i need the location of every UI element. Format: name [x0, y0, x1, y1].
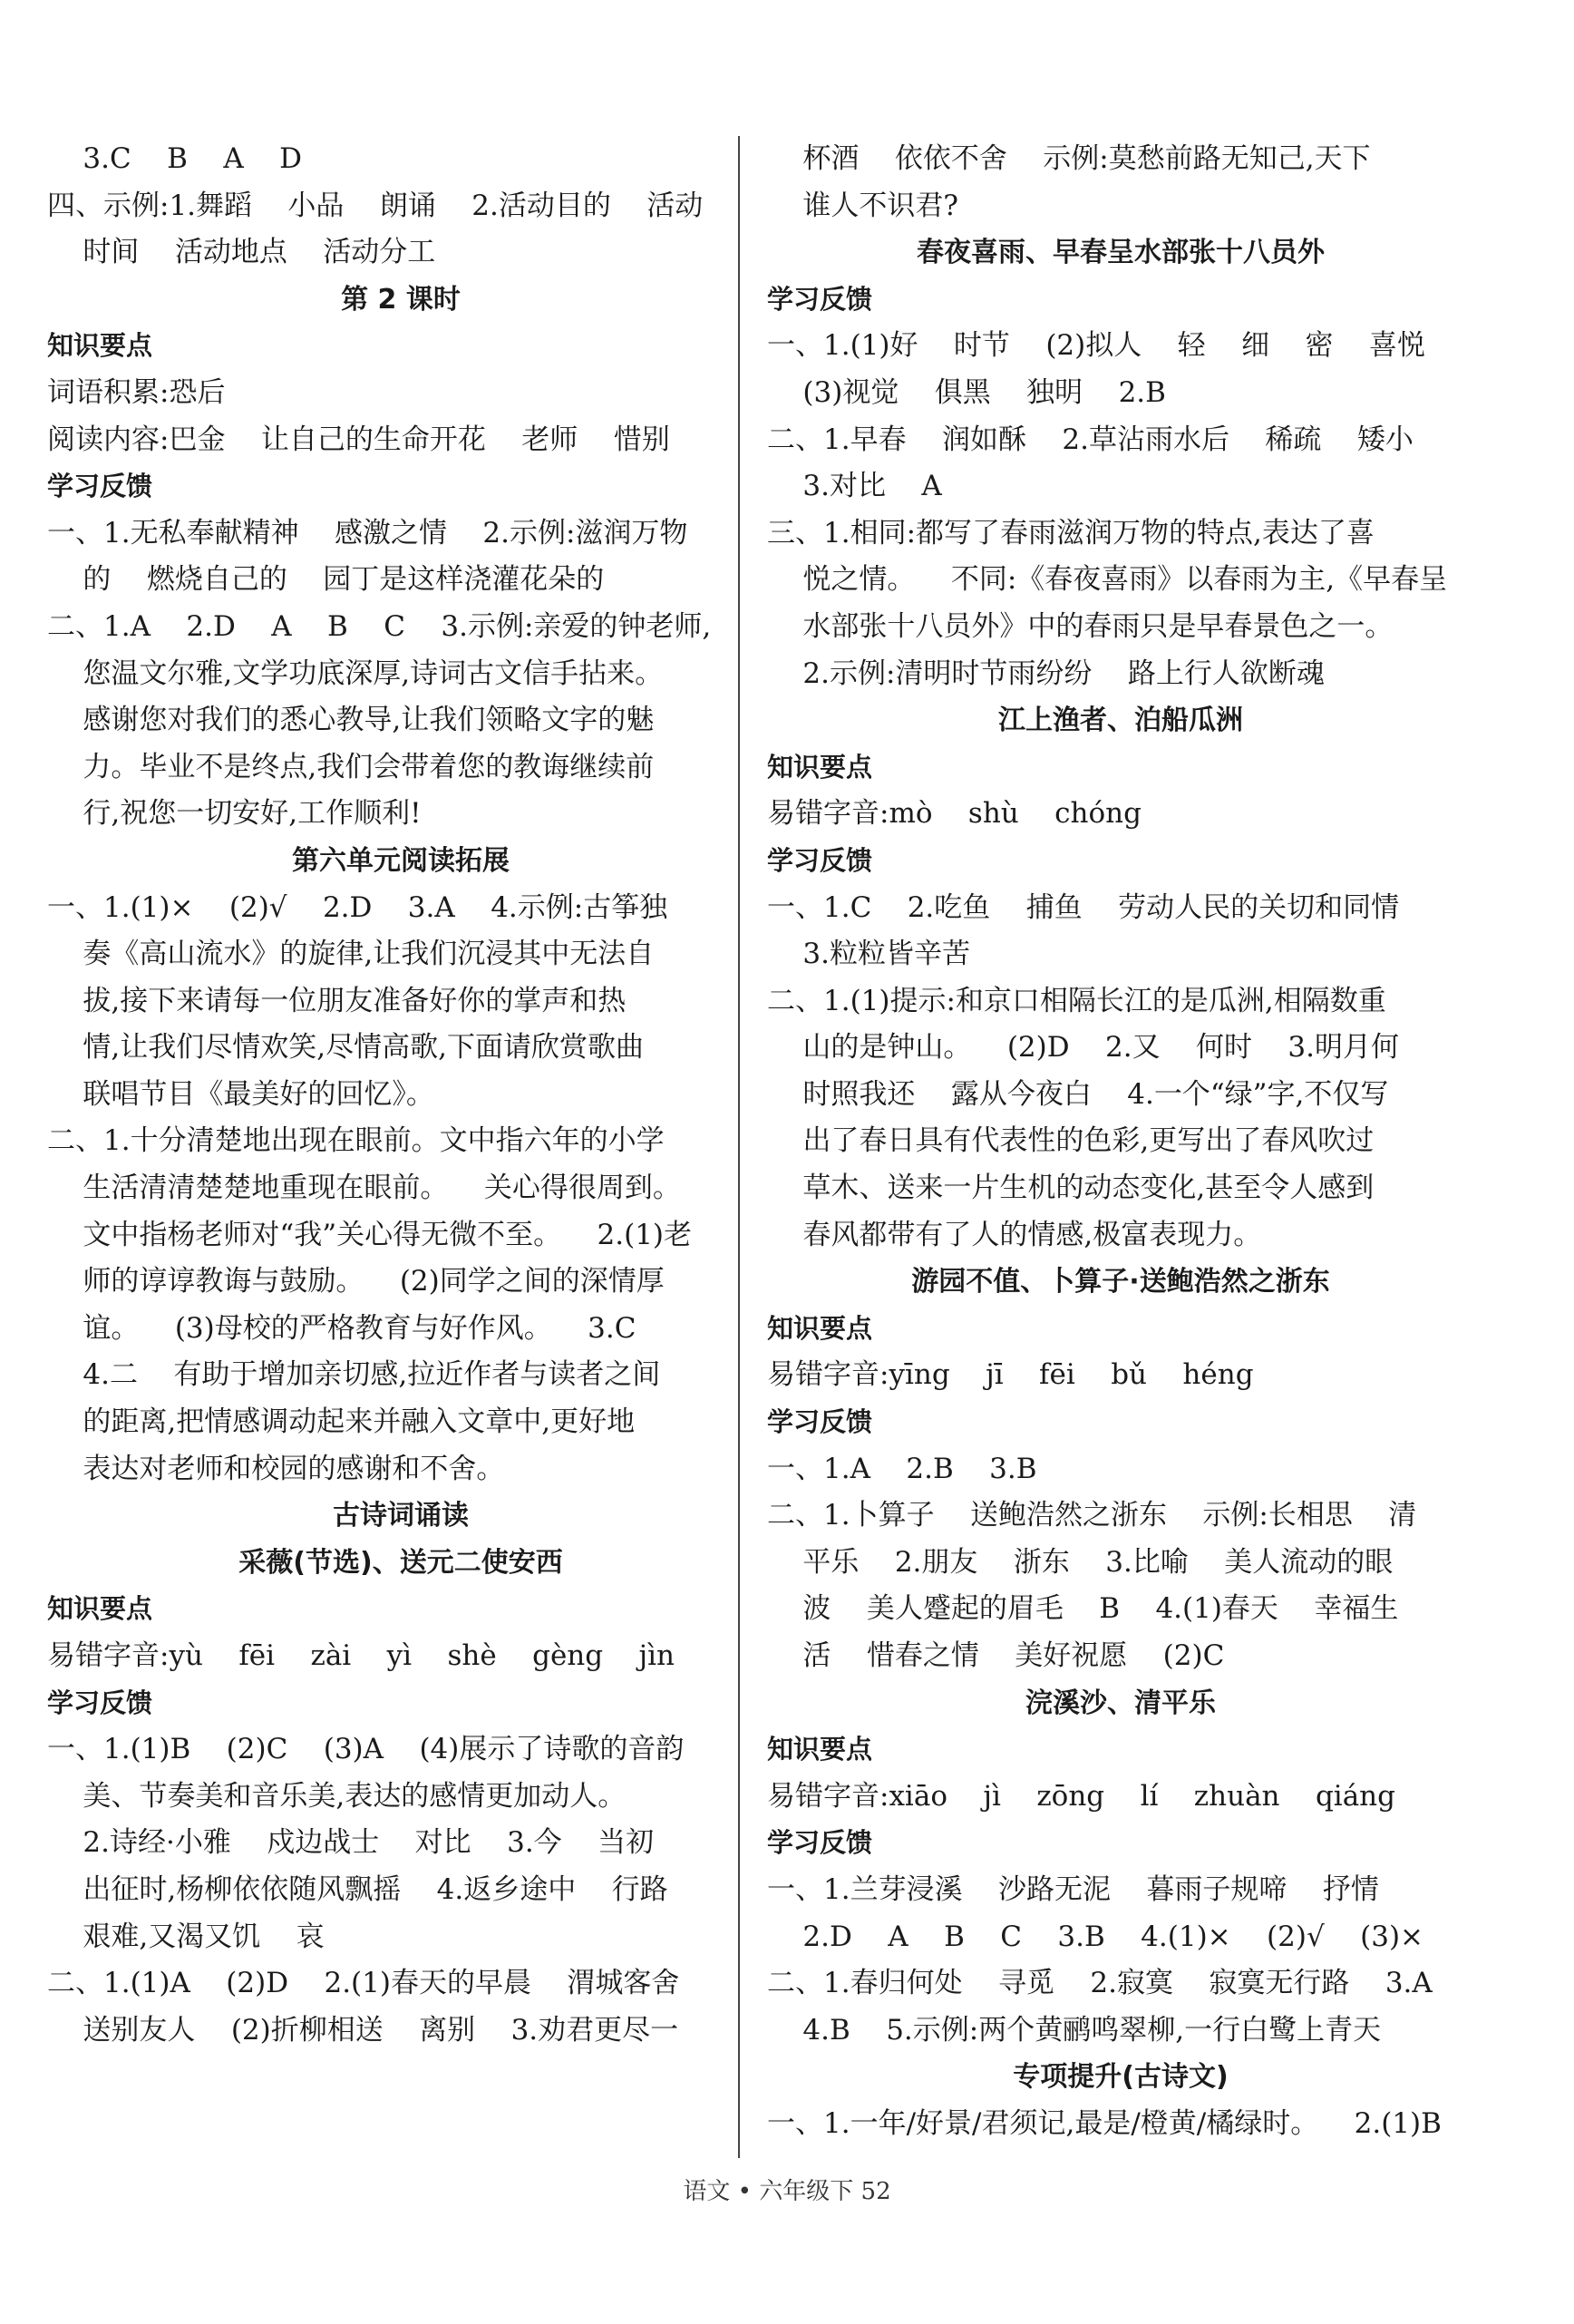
left-text-line: 易错字音:yù fēi zài yì shè gèng jìn	[47, 1639, 675, 1672]
right-text-line: 二、1.卜算子 送鲍浩然之浙东 示例:长相思 清	[767, 1499, 1417, 1532]
left-text-line: 2.诗经·小雅 戍边战士 对比 3.今 当初	[47, 1826, 655, 1860]
right-text-line: 平乐 2.朋友 浙东 3.比喻 美人流动的眼	[767, 1545, 1394, 1579]
right-text-line: 4.B 5.示例:两个黄鹂鸣翠柳,一行白鹭上青天	[767, 2013, 1382, 2047]
right-text-line: 春风都带有了人的情感,极富表现力。	[767, 1218, 1262, 1251]
left-column	[47, 136, 754, 2054]
right-text-line: 杯酒 依依不舍 示例:莫愁前路无知己,天下	[767, 142, 1371, 175]
left-text-line: 情,让我们尽情欢笑,尽情高歌,下面请欣赏歌曲	[47, 1031, 644, 1065]
left-text-line: 拔,接下来请每一位朋友准备好你的掌声和热	[47, 984, 627, 1017]
right-subheading: 知识要点	[767, 1312, 873, 1344]
left-text-line: 行,祝您一切安好,工作顺利!	[47, 797, 422, 831]
left-text-line: 联唱节目《最美好的回忆》。	[47, 1077, 434, 1111]
left-section-title: 第六单元阅读拓展	[292, 844, 510, 877]
right-subheading: 知识要点	[767, 1734, 873, 1765]
left-text-line: 感谢您对我们的悉心教导,让我们领略文字的魅	[47, 704, 655, 737]
right-section-title: 浣溪沙、清平乐	[1025, 1687, 1216, 1719]
right-column	[767, 136, 1474, 2148]
left-text-line: 师的谆谆教诲与鼓励。 (2)同学之间的深情厚	[47, 1265, 665, 1298]
left-text-line: 力。毕业不是终点,我们会带着您的教诲继续前	[47, 750, 655, 783]
left-text-line: 出征时,杨柳依依随风飘摇 4.返乡途中 行路	[47, 1872, 668, 1906]
left-subheading: 学习反馈	[47, 471, 153, 502]
left-text-line: 的距离,把情感调动起来并融入文章中,更好地	[47, 1405, 636, 1439]
left-section-title: 古诗词诵读	[333, 1500, 469, 1532]
right-section-title: 专项提升(古诗文)	[1013, 2061, 1229, 2094]
right-text-line: 2.D A B C 3.B 4.(1)× (2)√ (3)×	[767, 1920, 1424, 1953]
right-text-line: 一、1.兰芽浸溪 沙路无泥 暮雨子规啼 抒情	[767, 1872, 1379, 1906]
left-subheading: 知识要点	[47, 1593, 153, 1625]
right-text-line: 易错字音:xiāo jì zōng lí zhuàn qiáng	[767, 1779, 1395, 1813]
left-text-line: 文中指杨老师对“我”关心得无微不至。 2.(1)老	[47, 1218, 693, 1251]
right-section-title: 江上渔者、泊船瓜洲	[998, 705, 1243, 737]
right-text-line: 一、1.A 2.B 3.B	[767, 1452, 1037, 1485]
left-text-line: 奏《高山流水》的旋律,让我们沉浸其中无法自	[47, 938, 655, 971]
left-text-line: 四、示例:1.舞蹈 小品 朗诵 2.活动目的 活动	[47, 189, 704, 222]
left-text-line: 阅读内容:巴金 让自己的生命开花 老师 惜别	[47, 423, 670, 456]
right-text-line: 出了春日具有代表性的色彩,更写出了春风吹过	[767, 1124, 1375, 1158]
right-subheading: 知识要点	[767, 751, 873, 783]
right-text-line: 一、1.C 2.吃鱼 捕鱼 劳动人民的关切和同情	[767, 890, 1400, 924]
right-text-line: 3.对比 A	[767, 470, 942, 503]
left-text-line: 二、1.A 2.D A B C 3.示例:亲爱的钟老师,	[47, 609, 712, 643]
left-subheading: 知识要点	[47, 330, 153, 362]
left-subheading: 学习反馈	[47, 1687, 153, 1718]
left-text-line: 谊。 (3)母校的严格教育与好作风。 3.C	[47, 1311, 636, 1345]
left-text-line: 一、1.(1)× (2)√ 2.D 3.A 4.示例:古筝独	[47, 890, 668, 924]
right-text-line: 水部张十八员外》中的春雨只是早春景色之一。	[767, 609, 1394, 643]
right-text-line: 二、1.早春 润如酥 2.草沾雨水后 稀疏 矮小	[767, 423, 1414, 456]
right-section-title: 春夜喜雨、早春呈水部张十八员外	[917, 237, 1325, 269]
right-text-line: 谁人不识君?	[767, 189, 959, 222]
right-text-line: 二、1.(1)提示:和京口相隔长江的是瓜洲,相隔数重	[767, 984, 1386, 1017]
right-text-line: 山的是钟山。 (2)D 2.又 何时 3.明月何	[767, 1031, 1399, 1065]
left-text-line: 表达对老师和校园的感谢和不舍。	[47, 1452, 505, 1485]
right-text-line: 悦之情。 不同:《春夜喜雨》以春雨为主,《早春呈	[767, 563, 1448, 597]
right-text-line: 三、1.相同:都写了春雨滋润万物的特点,表达了喜	[767, 516, 1375, 549]
left-text-line: 时间 活动地点 活动分工	[47, 236, 436, 269]
right-subheading: 学习反馈	[767, 1406, 873, 1438]
left-text-line: 您温文尔雅,文学功底深厚,诗词古文信手拈来。	[47, 656, 664, 690]
left-section-title: 采薇(节选)、送元二使安西	[238, 1546, 563, 1579]
left-text-line: 生活清清楚楚地重现在眼前。 关心得很周到。	[47, 1172, 681, 1205]
column-divider	[738, 136, 740, 2158]
right-text-line: 一、1.一年/好景/君须记,最是/橙黄/橘绿时。 2.(1)B	[767, 2106, 1442, 2140]
right-text-line: 时照我还 露从今夜白 4.一个“绿”字,不仅写	[767, 1077, 1389, 1111]
right-subheading: 学习反馈	[767, 1827, 873, 1859]
right-section-title: 游园不值、卜算子·送鲍浩然之浙东	[911, 1266, 1330, 1298]
left-text-line: 送别友人 (2)折柳相送 离别 3.劝君更尽一	[47, 2013, 679, 2047]
left-text-line: 4.二 有助于增加亲切感,拉近作者与读者之间	[47, 1358, 661, 1392]
right-text-line: 2.示例:清明时节雨纷纷 路上行人欲断魂	[767, 656, 1325, 690]
right-subheading: 学习反馈	[767, 844, 873, 876]
left-text-line: 的 燃烧自己的 园丁是这样浇灌花朵的	[47, 563, 605, 597]
left-text-line: 词语积累:恐后	[47, 375, 226, 409]
page-footer: 语文 • 六年级下 52	[683, 2178, 891, 2205]
right-text-line: 3.粒粒皆辛苦	[767, 938, 970, 971]
right-text-line: (3)视觉 俱黑 独明 2.B	[767, 375, 1166, 409]
right-subheading: 学习反馈	[767, 283, 873, 315]
right-text-line: 易错字音:mò shù chóng	[767, 797, 1142, 831]
right-text-line: 二、1.春归何处 寻觅 2.寂寞 寂寞无行路 3.A	[767, 1967, 1433, 2000]
left-text-line: 艰难,又渴又饥 哀	[47, 1920, 325, 1953]
left-section-title: 第 2 课时	[341, 283, 461, 316]
left-text-line: 一、1.无私奉献精神 感激之情 2.示例:滋润万物	[47, 516, 688, 549]
right-text-line: 活 惜春之情 美好祝愿 (2)C	[767, 1639, 1225, 1672]
right-text-line: 一、1.(1)好 时节 (2)拟人 轻 细 密 喜悦	[767, 329, 1425, 363]
left-text-line: 二、1.(1)A (2)D 2.(1)春天的早晨 渭城客舍	[47, 1967, 680, 2000]
right-text-line: 波 美人蹙起的眉毛 B 4.(1)春天 幸福生	[767, 1592, 1399, 1626]
right-text-line: 易错字音:yīng jī fēi bǔ héng	[767, 1358, 1254, 1392]
left-text-line: 一、1.(1)B (2)C (3)A (4)展示了诗歌的音韵	[47, 1733, 685, 1766]
left-text-line: 二、1.十分清楚地出现在眼前。文中指六年的小学	[47, 1124, 665, 1158]
right-text-line: 草木、送来一片生机的动态变化,甚至令人感到	[767, 1172, 1375, 1205]
left-text-line: 3.C B A D	[47, 142, 302, 175]
left-text-line: 美、节奏美和音乐美,表达的感情更加动人。	[47, 1779, 627, 1813]
